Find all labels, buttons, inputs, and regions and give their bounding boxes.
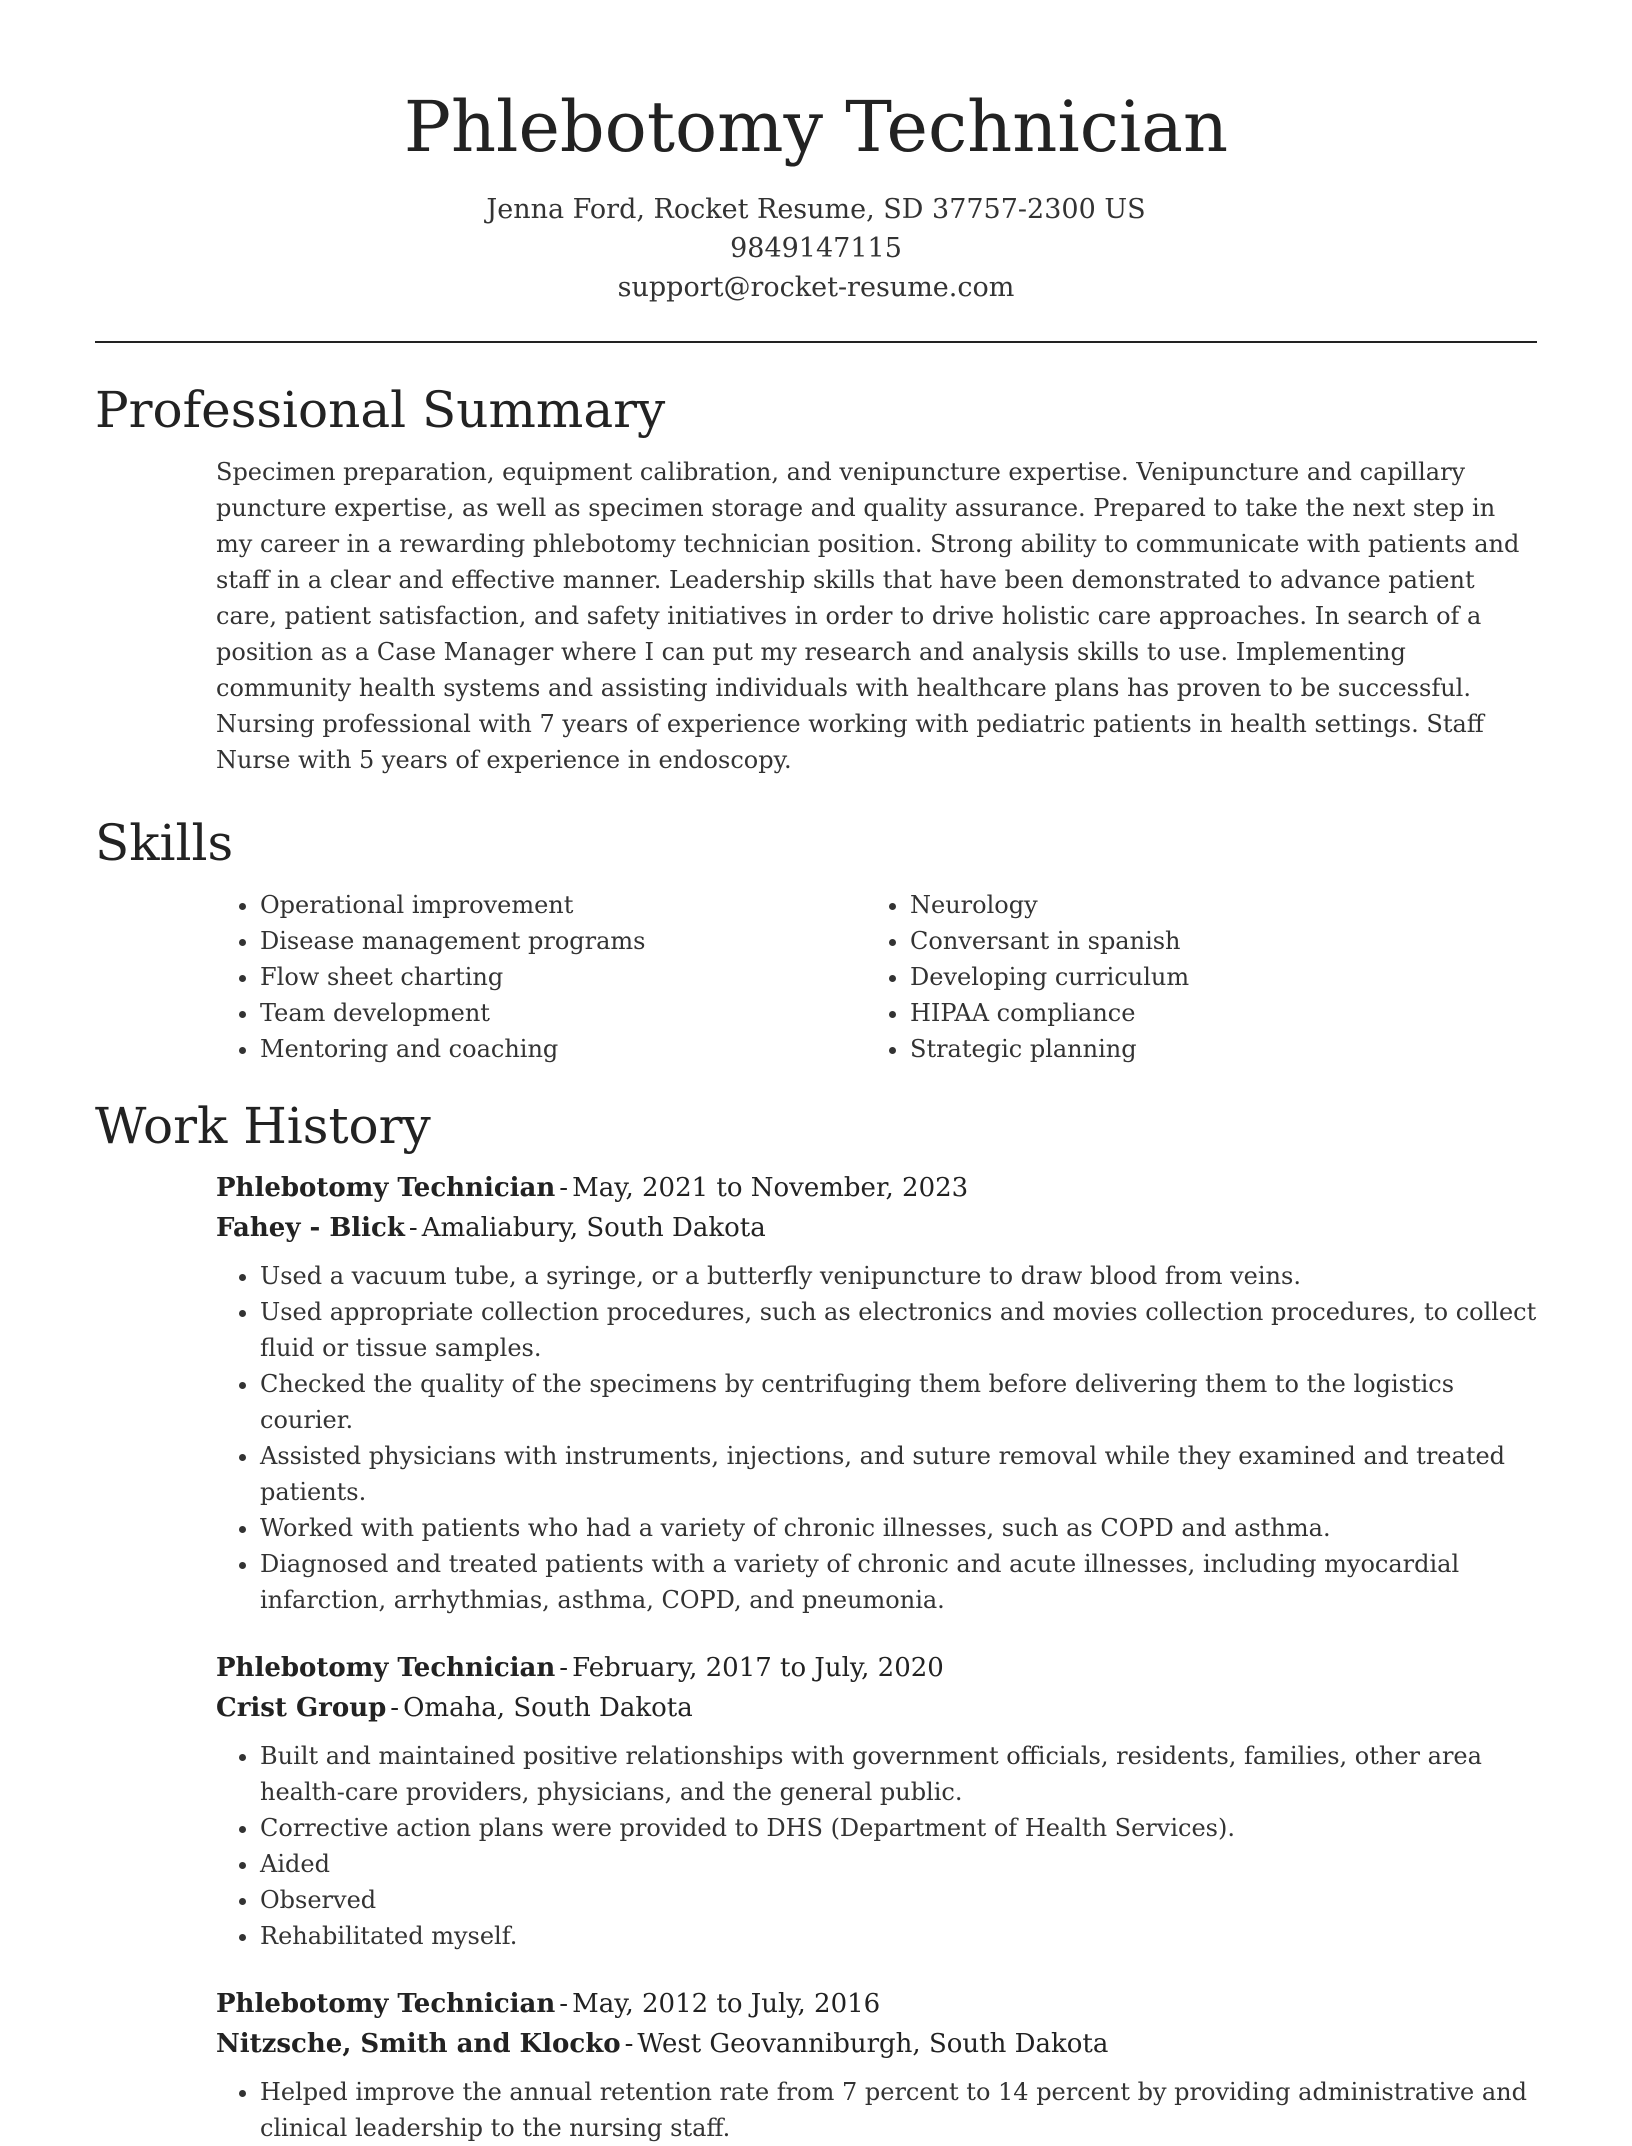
skill-item: • Mentoring and coaching: [260, 1031, 866, 1067]
duty-item: • Observed: [260, 1882, 1537, 1918]
job-company: Fahey - Blick: [216, 1213, 405, 1243]
job-dates: May, 2021 to November, 2023: [572, 1173, 969, 1203]
job-entry: [216, 1168, 1537, 1618]
resume-header: [0, 0, 1632, 307]
job-title: Phlebotomy Technician: [216, 1173, 556, 1203]
skills-heading: Skills: [95, 814, 234, 872]
work-history-body: [216, 1168, 1537, 2146]
summary-heading: Professional Summary: [95, 381, 666, 439]
duty-item: • Used a vacuum tube, a syringe, or a butterfly venipuncture to draw blood from veins.: [260, 1258, 1537, 1294]
skill-item: • Conversant in spanish: [910, 923, 1516, 959]
duty-item: • Assisted physicians with instruments, injections, and suture removal while they examined and treated patients.: [260, 1438, 1537, 1510]
job-entry: [216, 1984, 1537, 2146]
job-dates: February, 2017 to July, 2020: [572, 1653, 944, 1683]
skill-item: • Strategic planning: [910, 1031, 1516, 1067]
job-company: Nitzsche, Smith and Klocko: [216, 2029, 621, 2059]
job-location: Amaliabury, South Dakota: [421, 1213, 766, 1243]
duty-item: • Diagnosed and treated patients with a variety of chronic and acute illnesses, including myocardial infarction, arrhythmias, asthma, COPD, and pneumonia.: [260, 1546, 1537, 1618]
duty-item: • Aided: [260, 1846, 1537, 1882]
job-title: Phlebotomy Technician: [216, 1653, 556, 1683]
header-divider: [95, 341, 1537, 343]
contact-block: [0, 190, 1632, 307]
skills-list-left: [216, 887, 866, 1067]
job-duties: [216, 2074, 1537, 2146]
skills-list-right: [866, 887, 1516, 1067]
skills-grid: [216, 887, 1537, 1067]
summary-section: [95, 380, 1537, 778]
job-title: Phlebotomy Technician: [216, 1989, 556, 2019]
skill-item: • HIPAA compliance: [910, 995, 1516, 1031]
job-title-line: Phlebotomy Technician - May, 2021 to November, 2023: [216, 1173, 969, 1203]
job-company: Crist Group: [216, 1693, 387, 1723]
work-history-heading: Work History: [95, 1097, 431, 1155]
resume-title: Phlebotomy Technician: [403, 86, 1229, 168]
skill-item: • Operational improvement: [260, 887, 866, 923]
duty-item: • Built and maintained positive relationships with government officials, residents, families, other area health-care providers, physicians, and the general public.: [260, 1738, 1537, 1810]
work-history-section: [95, 1096, 1537, 2146]
contact-address: Jenna Ford, Rocket Resume, SD 37757-2300 US: [486, 194, 1146, 225]
job-duties: [216, 1738, 1537, 1954]
job-location: West Geovanniburgh, South Dakota: [637, 2029, 1109, 2059]
job-dates: May, 2012 to July, 2016: [572, 1989, 881, 2019]
duty-item: • Used appropriate collection procedures, such as electronics and movies collection procedures, to collect fluid or tissue samples.: [260, 1294, 1537, 1366]
duty-item: • Corrective action plans were provided to DHS (Department of Health Services).: [260, 1810, 1537, 1846]
skill-item: • Team development: [260, 995, 866, 1031]
skills-section: [95, 813, 1537, 1067]
job-location: Omaha, South Dakota: [403, 1693, 693, 1723]
job-title-line: Phlebotomy Technician - February, 2017 to July, 2020: [216, 1653, 944, 1683]
job-title-line: Phlebotomy Technician - May, 2012 to July, 2016: [216, 1989, 881, 2019]
job-entry: [216, 1648, 1537, 1954]
job-duties: [216, 1258, 1537, 1618]
skill-item: • Developing curriculum: [910, 959, 1516, 995]
job-company-line: Nitzsche, Smith and Klocko - West Geovanniburgh, South Dakota: [216, 2029, 1109, 2059]
skill-item: • Neurology: [910, 887, 1516, 923]
job-company-line: Crist Group - Omaha, South Dakota: [216, 1693, 693, 1723]
summary-text: Specimen preparation, equipment calibration, and venipuncture expertise. Venipuncture and capillary puncture expertise, as well as specimen storage and quality assurance. Prepared to take the next step in my career in a rewarding phlebotomy technician position. Strong ability to communicate with patients and staff in a clear and effective manner. Leadership skills that have been demonstrated to advance patient care, patient satisfaction, and safety initiatives in order to drive holistic care approaches. In search of a position as a Case Manager where I can put my research and analysis skills to use. Implementing community health systems and assisting individuals with healthcare plans has proven to be successful. Nursing professional with 7 years of experience working with pediatric patients in health settings. Staff Nurse with 5 years of experience in endoscopy.: [216, 458, 1520, 774]
contact-email: support@rocket-resume.com: [617, 272, 1015, 303]
skill-item: • Disease management programs: [260, 923, 866, 959]
contact-phone: 9849147115: [730, 233, 902, 264]
duty-item: • Checked the quality of the specimens by centrifuging them before delivering them to the logistics courier.: [260, 1366, 1537, 1438]
job-company-line: Fahey - Blick - Amaliabury, South Dakota: [216, 1213, 766, 1243]
duty-item: • Helped improve the annual retention rate from 7 percent to 14 percent by providing administrative and clinical leadership to the nursing staff.: [260, 2074, 1537, 2146]
skill-item: • Flow sheet charting: [260, 959, 866, 995]
duty-item: • Worked with patients who had a variety of chronic illnesses, such as COPD and asthma.: [260, 1510, 1537, 1546]
duty-item: • Rehabilitated myself.: [260, 1918, 1537, 1954]
